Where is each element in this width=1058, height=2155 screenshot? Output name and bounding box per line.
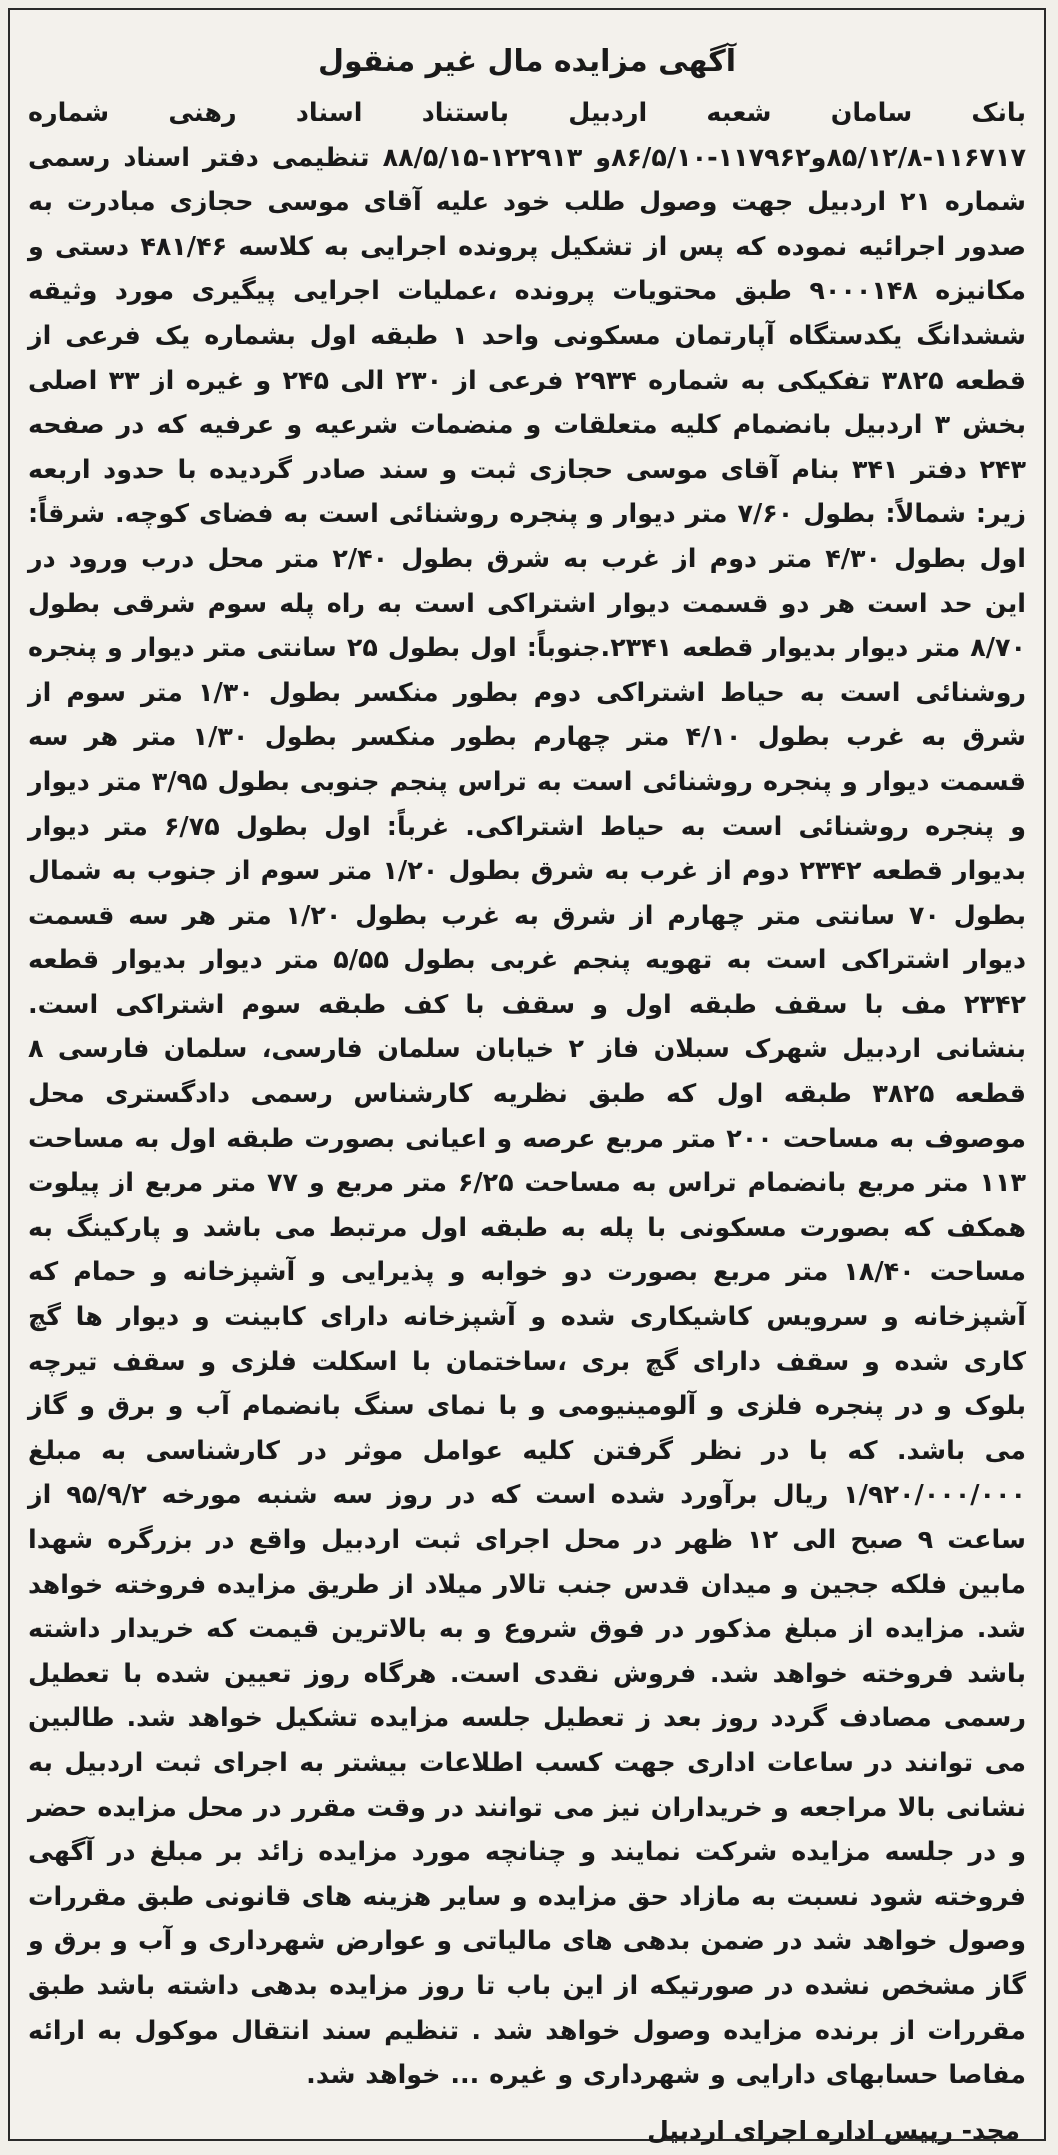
notice-title: آگهی مزایده مال غیر منقول xyxy=(317,44,736,79)
notice-frame xyxy=(8,8,1046,2145)
notice-signature: مجد- رییس اداره اجرای اردبیل xyxy=(647,2115,1020,2145)
notice-body: بانک سامان شعبه اردبیل باستناد اسناد رهنی شماره ۱۱۶۷۱۷-۸۵/۱۲/۸و۱۱۷۹۶۲-۸۶/۵/۱۰و ۱۲۲۹۱۳-۸۸/۵/۱۵ تنظیمی دفتر اسناد رسمی شماره ۲۱ اردبیل جهت وصول طلب خود علیه آقای موسی حجازی مبادرت به صدور اجرائیه نموده که پس از تشکیل پرونده اجرایی به کلاسه ۴۸۱/۴۶ دستی و مکانیزه ۹۰۰۰۱۴۸ طبق محتویات پرونده ،عملیات اجرایی پیگیری مورد وثیقه ششدانگ یکدستگاه آپارتمان مسکونی واحد ۱ طبقه اول بشماره یک فرعی از قطعه ۳۸۲۵ تفکیکی به شماره ۲۹۳۴ فرعی از ۲۳۰ الی ۲۴۵ و غیره از ۳۳ اصلی بخش ۳ اردبیل بانضمام کلیه متعلقات و منضمات شرعیه و عرفیه که در صفحه ۲۴۳ دفتر ۳۴۱ بنام آقای موسی حجازی ثبت و سند صادر گردیده با حدود اربعه زیر: شمالاً: بطول ۷/۶۰ متر دیوار و پنجره روشنائی است به فضای کوچه. شرقاً: اول بطول ۴/۳۰ متر دوم از غرب به شرق بطول ۲/۴۰ متر محل درب ورود در این حد است هر دو قسمت دیوار اشتراکی است به راه پله سوم شرقی بطول ۸/۷۰ متر دیوار بدیوار قطعه ۲۳۴۱.جنوباً: اول بطول ۲۵ سانتی متر دیوار و پنجره روشنائی است به حیاط اشتراکی دوم بطور منکسر بطول ۱/۳۰ متر سوم از شرق به غرب بطول ۴/۱۰ متر چهارم بطور منکسر بطول ۱/۳۰ متر هر سه قسمت دیوار و پنجره روشنائی است به تراس پنجم جنوبی بطول ۳/۹۵ متر دیوار و پنجره روشنائی است به حیاط اشتراکی. غرباً: اول بطول ۶/۷۵ متر دیوار بدیوار قطعه ۲۳۴۲ دوم از غرب به شرق بطول ۱/۲۰ متر سوم از جنوب به شمال بطول ۷۰ سانتی متر چهارم از شرق به غرب بطول ۱/۲۰ متر هر سه قسمت دیوار اشتراکی است به تهویه پنجم غربی بطول ۵/۵۵ متر دیوار بدیوار قطعه ۲۳۴۲ مف با سقف طبقه اول و سقف با کف طبقه سوم اشتراکی است. بنشانی اردبیل شهرک سبلان فاز ۲ خیابان سلمان فارسی، سلمان فارسی ۸ قطعه ۳۸۲۵ طبقه اول که طبق نظریه کارشناس رسمی دادگستری محل موصوف به مساحت ۲۰۰ متر مربع عرصه و اعیانی بصورت طبقه اول به مساحت ۱۱۳ متر مربع بانضمام تراس به مساحت ۶/۲۵ متر مربع و ۷۷ متر مربع از پیلوت همکف که بصورت مسکونی با پله به طبقه اول مرتبط می باشد و پارکینگ به مساحت ۱۸/۴۰ متر مربع بصورت دو خوابه و پذیرایی و آشپزخانه و حمام که آشپزخانه و سرویس کاشیکاری شده و آشپزخانه دارای کابینت و دیوار ها گچ کاری شده و سقف دارای گچ بری ،ساختمان با اسکلت فلزی و سقف تیرچه بلوک و در پنجره فلزی و آلومینیومی و با نمای سنگ بانضمام آب و برق و گاز می باشد. که با در نظر گرفتن کلیه عوامل موثر در کارشناسی به مبلغ ۱/۹۲۰/۰۰۰/۰۰۰ ریال برآورد شده است که در روز سه شنبه مورخه ۹۵/۹/۲ از ساعت ۹ صبح الی ۱۲ ظهر در محل اجرای ثبت اردبیل واقع در بزرگره شهدا مابین فلکه ججین و میدان قدس جنب تالار میلاد از طریق مزایده فروخته خواهد شد. مزایده از مبلغ مذکور در فوق شروع و به بالاترین قیمت که خریدار داشته باشد فروخته خواهد شد. فروش نقدی است. هرگاه روز تعیین شده با تعطیل رسمی مصادف گردد روز بعد ز تعطیل جلسه مزایده تشکیل خواهد شد. طالبین می توانند در ساعات اداری جهت کسب اطلاعات بیشتر به اجرای ثبت اردبیل به نشانی بالا مراجعه و خریداران نیز می توانند در وقت مقرر در محل مزایده حضر و در جلسه مزایده شرکت نمایند و چنانچه مورد مزایده زائد بر مبلغ در آگهی فروخته شود نسبت به مازاد حق مزایده و سایر هزینه های قانونی طبق مقررات وصول خواهد شد در ضمن بدهی های مالیاتی و عوارض شهرداری و آب و برق و گاز مشخص نشده در صورتیکه از این باب تا روز مزایده بدهی داشته باشد طبق مقررات از برنده مزایده وصول خواهد شد . تنظیم سند انتقال موکول به ارائه مفاصا حسابهای دارایی و شهرداری و غیره ... خواهد شد. xyxy=(28,97,1027,2090)
notice-content xyxy=(10,10,1044,2151)
